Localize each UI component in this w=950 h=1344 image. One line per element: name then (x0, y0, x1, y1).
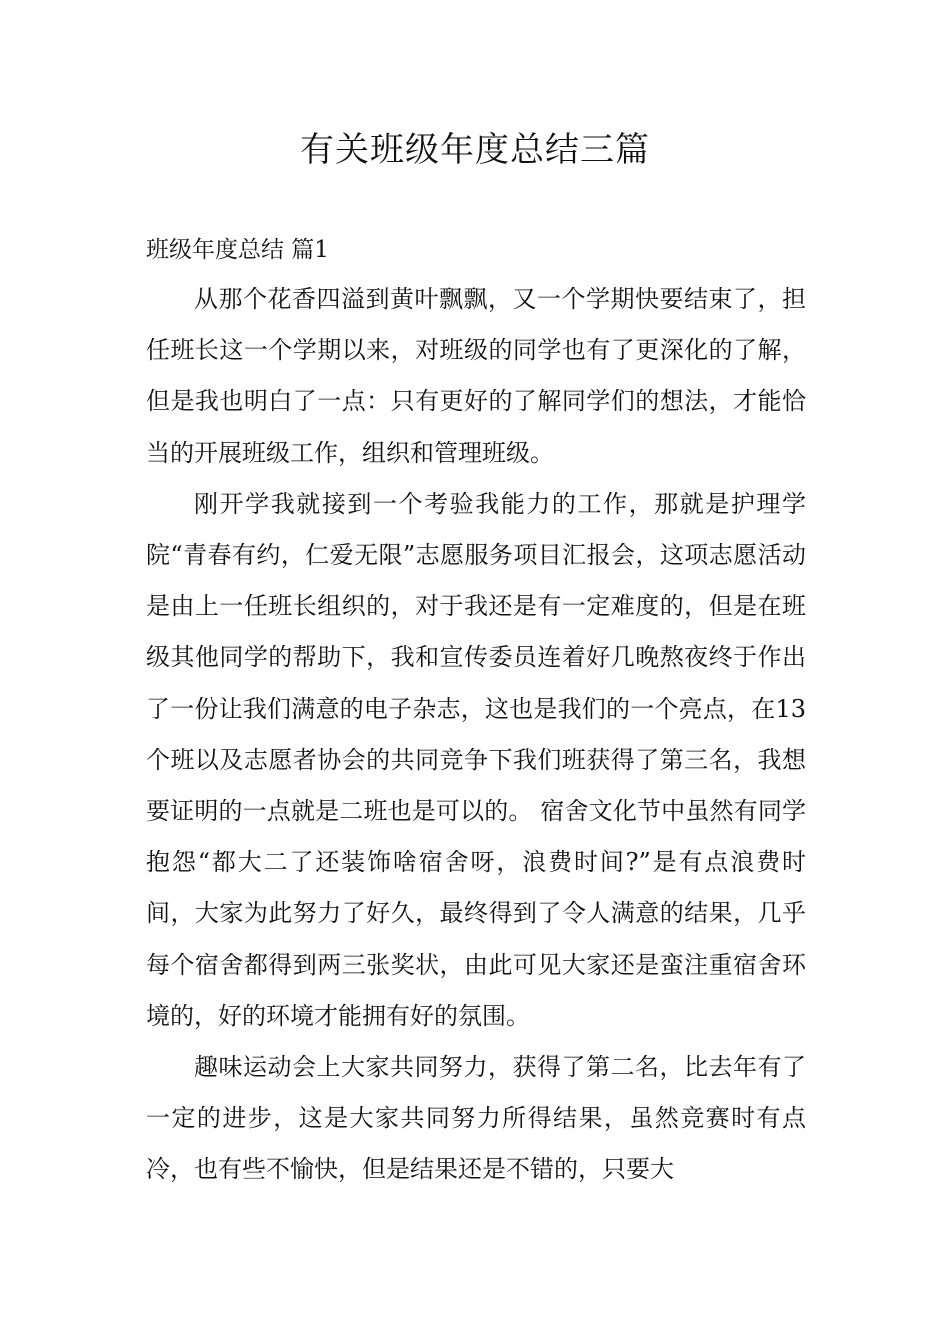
paragraph: 刚开学我就接到一个考验我能力的工作，那就是护理学院“青春有约，仁爱无限”志愿服务项目汇报会，这项志愿活动是由上一任班长组织的，对于我还是有一定难度的，但是在班级其他同学的帮助下，我和宣传委员连着好几晚熬夜终于作出了一份让我们满意的电子杂志，这也是我们的一个亮点，在13个班以及志愿者协会的共同竞争下我们班获得了第三名，我想要证明的一点就是二班也是可以的。 宿舍文化节中虽然有同学抱怨“都大二了还装饰啥宿舍呀，浪费时间?”是有点浪费时间，大家为此努力了好久，最终得到了令人满意的结果，几乎每个宿舍都得到两三张奖状，由此可见大家还是蛮注重宿舍环境的，好的环境才能拥有好的氛围。 (146, 489, 806, 1030)
paragraph: 趣味运动会上大家共同努力，获得了第二名，比去年有了一定的进步，这是大家共同努力所得结果，虽然竞赛时有点冷，也有些不愉快，但是结果还是不错的，只要大 (146, 1053, 806, 1184)
document-title: 有关班级年度总结三篇 (300, 130, 650, 170)
document-body (146, 274, 806, 1196)
paragraph: 从那个花香四溢到黄叶飘飘，又一个学期快要结束了，担任班长这一个学期以来，对班级的同学也有了更深化的了解，但是我也明白了一点：只有更好的了解同学们的想法，才能恰当的开展班级工作，组织和管理班级。 (146, 285, 806, 467)
section-heading: 班级年度总结 篇1 (146, 237, 329, 263)
